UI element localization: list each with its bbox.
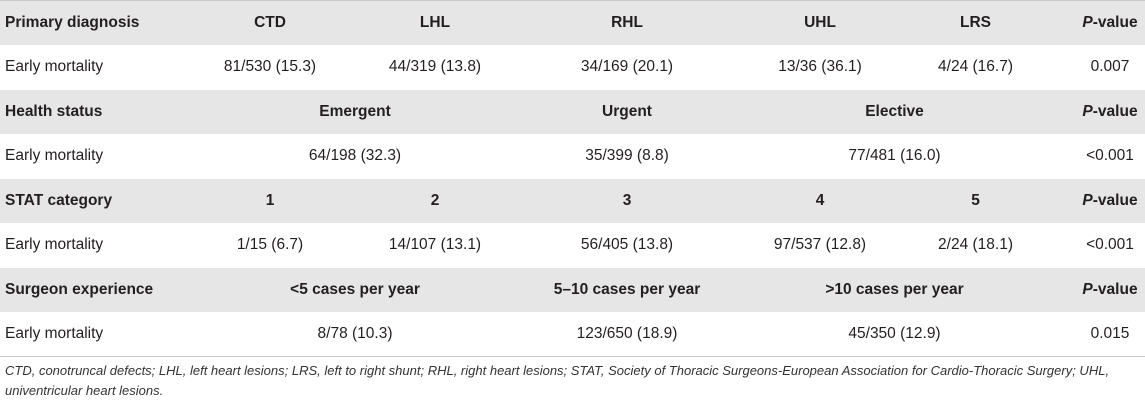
value-cell: 2/24 (18.1) [938, 236, 1013, 254]
p-value-header: P-value [1082, 102, 1138, 120]
value-cell: 4/24 (16.7) [938, 58, 1013, 76]
p-value-header: P-value [1082, 191, 1138, 209]
value-cell: 56/405 (13.8) [580, 236, 674, 254]
data-row [0, 134, 1145, 179]
value-cell: 81/530 (15.3) [223, 58, 317, 76]
column-header: RHL [611, 14, 643, 31]
value-cell: 44/319 (13.8) [388, 58, 482, 76]
column-header: LHL [419, 14, 451, 31]
value-cell: 34/169 (20.1) [580, 58, 674, 76]
p-value-cell: 0.015 [1090, 325, 1130, 342]
column-header: <5 cases per year [290, 280, 420, 298]
value-cell: 64/198 (32.3) [308, 147, 402, 165]
p-value-cell: <0.001 [1086, 147, 1134, 165]
group-label: Surgeon experience [5, 280, 154, 298]
column-header: LRS [960, 14, 991, 31]
value-cell: 123/650 (18.9) [576, 325, 678, 342]
header-row-surgeon-experience [0, 268, 1145, 313]
value-cell: 8/78 (10.3) [317, 325, 393, 342]
column-header: Emergent [319, 102, 391, 120]
value-cell: 77/481 (16.0) [848, 147, 941, 165]
column-header: 4 [815, 191, 825, 209]
group-label: Health status [5, 102, 103, 120]
column-header: UHL [804, 14, 836, 31]
column-header: 5–10 cases per year [553, 280, 701, 298]
p-value-header: P-value [1082, 14, 1138, 31]
value-cell: 14/107 (13.1) [388, 236, 482, 254]
data-row [0, 223, 1145, 268]
header-row-stat-category [0, 179, 1145, 224]
column-header: 3 [622, 191, 632, 209]
p-value-cell: <0.001 [1086, 236, 1134, 254]
row-label: Early mortality [5, 58, 104, 76]
column-header: Elective [865, 102, 924, 120]
column-header: CTD [254, 14, 286, 31]
column-header: >10 cases per year [825, 280, 964, 298]
column-header: 5 [971, 191, 980, 209]
group-label: STAT category [5, 191, 113, 209]
data-row [0, 312, 1145, 357]
column-header: 2 [430, 191, 440, 209]
value-cell: 97/537 (12.8) [773, 236, 867, 254]
group-label: Primary diagnosis [5, 14, 140, 31]
header-row-primary-diagnosis [0, 1, 1145, 46]
p-value-header: P-value [1082, 280, 1138, 298]
column-header: 1 [265, 191, 275, 209]
value-cell: 1/15 (6.7) [236, 236, 304, 254]
table-footnote: CTD, conotruncal defects; LHL, left heart lesions; LRS, left to right shunt; RHL, right heart lesions; STAT, Society of Thoracic Surgeons-European Association for Cardio-Thoracic Surgery; UHL, univentricular heart lesions. [5, 363, 1110, 398]
header-row-health-status [0, 90, 1145, 135]
p-value-cell: 0.007 [1090, 58, 1130, 76]
column-header: Urgent [602, 102, 652, 120]
row-label: Early mortality [5, 147, 104, 165]
data-row [0, 45, 1145, 90]
value-cell: 35/399 (8.8) [585, 147, 669, 165]
row-label: Early mortality [5, 236, 104, 254]
row-label: Early mortality [5, 325, 104, 342]
value-cell: 13/36 (36.1) [778, 58, 862, 76]
value-cell: 45/350 (12.9) [848, 325, 941, 342]
